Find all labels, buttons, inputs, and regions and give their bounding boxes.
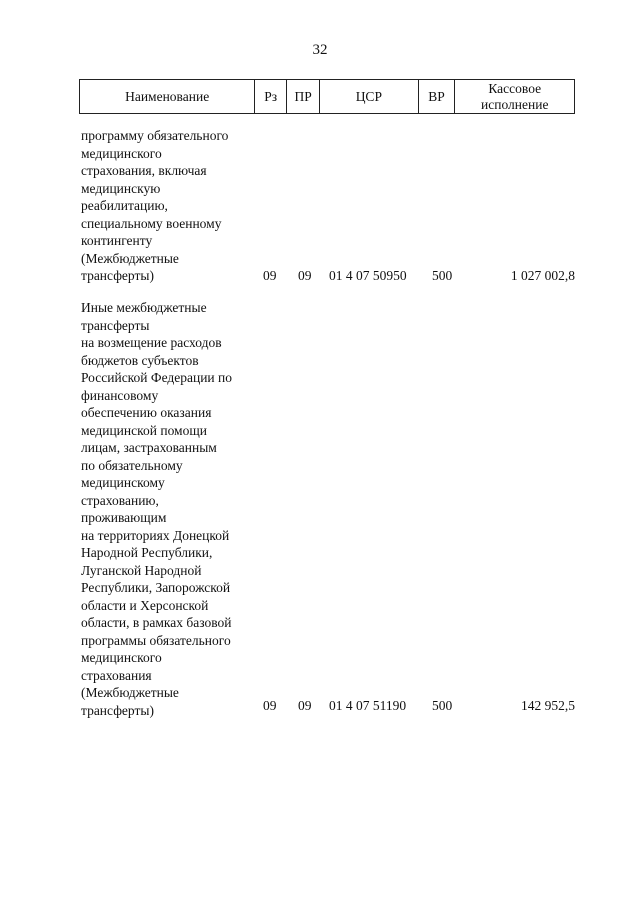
name-line: программу обязательного bbox=[81, 128, 229, 143]
name-line: специальному военному bbox=[81, 215, 222, 231]
header-csr: ЦСР bbox=[320, 80, 419, 113]
cell-amount: 1 027 002,8 bbox=[510, 268, 575, 283]
name-line: медицинского bbox=[81, 650, 162, 665]
name-line: контингенту bbox=[81, 233, 153, 248]
name-line: программы обязательного bbox=[81, 632, 231, 648]
name-line: трансферты) bbox=[81, 268, 154, 283]
name-line: бюджетов субъектов bbox=[81, 352, 199, 368]
name-line: обеспечению оказания bbox=[81, 405, 212, 420]
row-name bbox=[81, 299, 259, 719]
name-line: страхованию, bbox=[81, 492, 159, 508]
name-line: финансовому bbox=[81, 387, 159, 403]
name-line: медицинскому bbox=[81, 475, 165, 490]
name-line: страхования, включая bbox=[81, 163, 207, 178]
name-line: страхования bbox=[81, 667, 152, 683]
cell-vr: 500 bbox=[432, 268, 453, 283]
page-number: 32 bbox=[312, 42, 328, 58]
name-line: по обязательному bbox=[81, 457, 183, 473]
cell-pr: 09 bbox=[298, 268, 312, 283]
cell-rz: 09 bbox=[263, 268, 277, 283]
name-line: трансферты) bbox=[81, 702, 154, 718]
header-kassovoe: Кассовое исполнение bbox=[481, 80, 549, 112]
name-line: (Межбюджетные bbox=[81, 250, 179, 266]
cell-pr: 09 bbox=[298, 698, 312, 713]
header-rz: Рз bbox=[255, 80, 287, 113]
name-line: Республики, Запорожской bbox=[81, 580, 231, 595]
row-codes bbox=[79, 697, 575, 715]
cell-csr: 01 4 07 51190 bbox=[329, 698, 407, 713]
name-line: (Межбюджетные bbox=[81, 685, 179, 700]
name-line: Народной Республики, bbox=[81, 545, 213, 560]
row-name bbox=[81, 127, 259, 285]
name-line: медицинского bbox=[81, 145, 162, 161]
name-line: Луганской Народной bbox=[81, 562, 202, 578]
cell-rz: 09 bbox=[263, 698, 277, 713]
header-name: Наименование bbox=[80, 80, 255, 113]
cell-amount: 142 952,5 bbox=[521, 698, 575, 713]
name-line: области и Херсонской bbox=[81, 597, 209, 613]
header-pr: ПР bbox=[287, 80, 320, 113]
header-vr: ВР bbox=[419, 80, 456, 113]
name-line: Российской Федерации по bbox=[81, 370, 233, 385]
name-line: Иные межбюджетные bbox=[81, 300, 207, 315]
name-line: на территориях Донецкой bbox=[81, 527, 230, 543]
cell-csr: 01 4 07 50950 bbox=[329, 268, 407, 283]
name-line: лицам, застрахованным bbox=[81, 440, 217, 455]
name-line: медицинскую bbox=[81, 180, 161, 196]
name-line: медицинской помощи bbox=[81, 422, 207, 438]
name-line: реабилитацию, bbox=[81, 198, 168, 213]
name-line: проживающим bbox=[81, 510, 167, 525]
name-line: области, в рамках базовой bbox=[81, 615, 232, 630]
row-codes bbox=[79, 267, 575, 285]
table-header bbox=[79, 79, 575, 114]
cell-vr: 500 bbox=[432, 698, 453, 713]
name-line: на возмещение расходов bbox=[81, 335, 222, 350]
name-line: трансферты bbox=[81, 317, 150, 333]
